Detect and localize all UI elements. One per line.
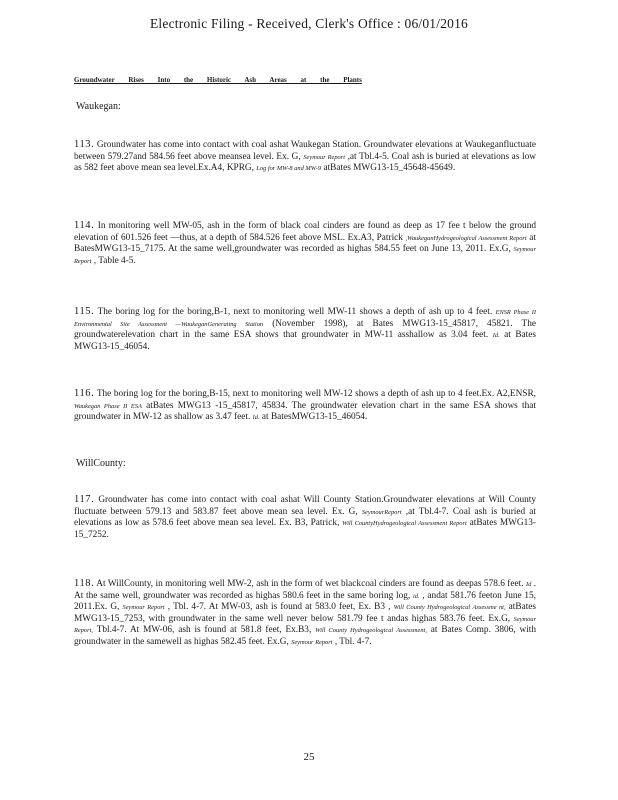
paragraph-number: 118. — [74, 578, 95, 589]
paragraph-number: 115. — [74, 306, 95, 317]
paragraph-113: 113. Groundwater has come into contact with coal ashat Waukegan Station. Groundwater elevations at Waukeganfluctuate between 579.27and 584.56 feet above meansea level. Ex. G, Seymour Report ,at Tbl.4-5. Coal ash is buried at elevations as low as 582 feet above mean sea level.Ex.A4, KPRG, Log for MW-8 and MW-9 atBates MWG13-15_45648-45649. — [74, 139, 536, 174]
paragraph-117: 117. Groundwater has come into contact with coal ashat Will County Station.Groundwater elevations at Will County fluctuate between 579.13 and 583.87 feet above mean sea level. Ex. G, SeymourReport ,at Tbl.4-7. Coal ash is buried at elevations as low as 578.6 feet above mean sea level. Ex. B3, Patrick, Will CountyHydrogeological Assessment Report atBates MWG13-15_7252. — [74, 494, 536, 540]
page-number: 25 — [303, 751, 315, 763]
paragraph-114: 114. In monitoring well MW-05, ash in the form of black coal cinders are found as deep as 17 fee t below the ground elevation of 601.526 feet —thus, at a depth of 584.526 feet above MSL. Ex.A3, Patrick ,WaukeganHydrogeological Assessment Report at BatesMWG13-15_7175. At the same well,groundwater was recorded as highas 584.55 feet on June 13, 2011. Ex.G, Seymour Report , Table 4-5. — [74, 220, 536, 266]
section-heading: Groundwater Rises Into the Historic Ash Areas at the Plants — [74, 76, 362, 84]
paragraph-116: 116. The boring log for the boring,B-15, next to monitoring well MW-12 shows a depth of ash up to 4 feet.Ex. A2,ENSR, Waukegan Phase II ESA atBates MWG13 -15_45817, 45834. The groundwater elevation chart in the same ESA shows that groundwater in MW-12 as shallow as 3.47 feet. Id. at BatesMWG13-15_46054. — [74, 388, 536, 423]
subheading-waukegan: Waukegan: — [76, 101, 121, 112]
paragraph-number: 116. — [74, 388, 95, 399]
paragraph-number: 117. — [74, 494, 95, 505]
paragraph-number: 113. — [74, 139, 95, 150]
subheading-will-county: WillCounty: — [76, 458, 126, 469]
paragraph-number: 114. — [74, 220, 95, 231]
paragraph-118: 118. At WillCounty, in monitoring well MW-2, ash in the form of wet blackcoal cinders are found as deepas 578.6 feet. Id . At the same well, groundwater was recorded as highas 580.6 feet in the same boring log, id. , andat 581.76 feeton June 15, 2011.Ex. G, Seymour Report , Tbl. 4-7. At MW-03, ash is found at 583.0 feet, Ex. B3 , Will County Hydrogeological Assessme nt, atBates MWG13-15_7253, with groundwater in the same well never below 581.79 fee t andas highas 583.76 feet. Ex.G, Seymour Report, Tbl.4-7. At MW-06, ash is found at 581.8 feet, Ex.B3, Will County Hydrogeological Assessment, at Bates Comp. 3806, with groundwater in the samewell as highas 582.45 feet. Ex.G, Seymour Report , Tbl. 4-7. — [74, 578, 537, 647]
paragraph-115: 115. The boring log for the boring,B-1, next to monitoring well MW-11 shows a depth of ash up to 4 feet. ENSR Phase II Environmental Site Assessment —WaukeganGenerating Station (November 1998), at Bates MWG13-15_45817, 45821. The groundwaterelevation chart in the same ESA shows that groundwater in MW-11 asshallow as 3.04 feet. Id. at Bates MWG13-15_46054. — [74, 306, 537, 352]
filing-stamp: Electronic Filing - Received, Clerk's Office : 06/01/2016 — [149, 16, 468, 31]
